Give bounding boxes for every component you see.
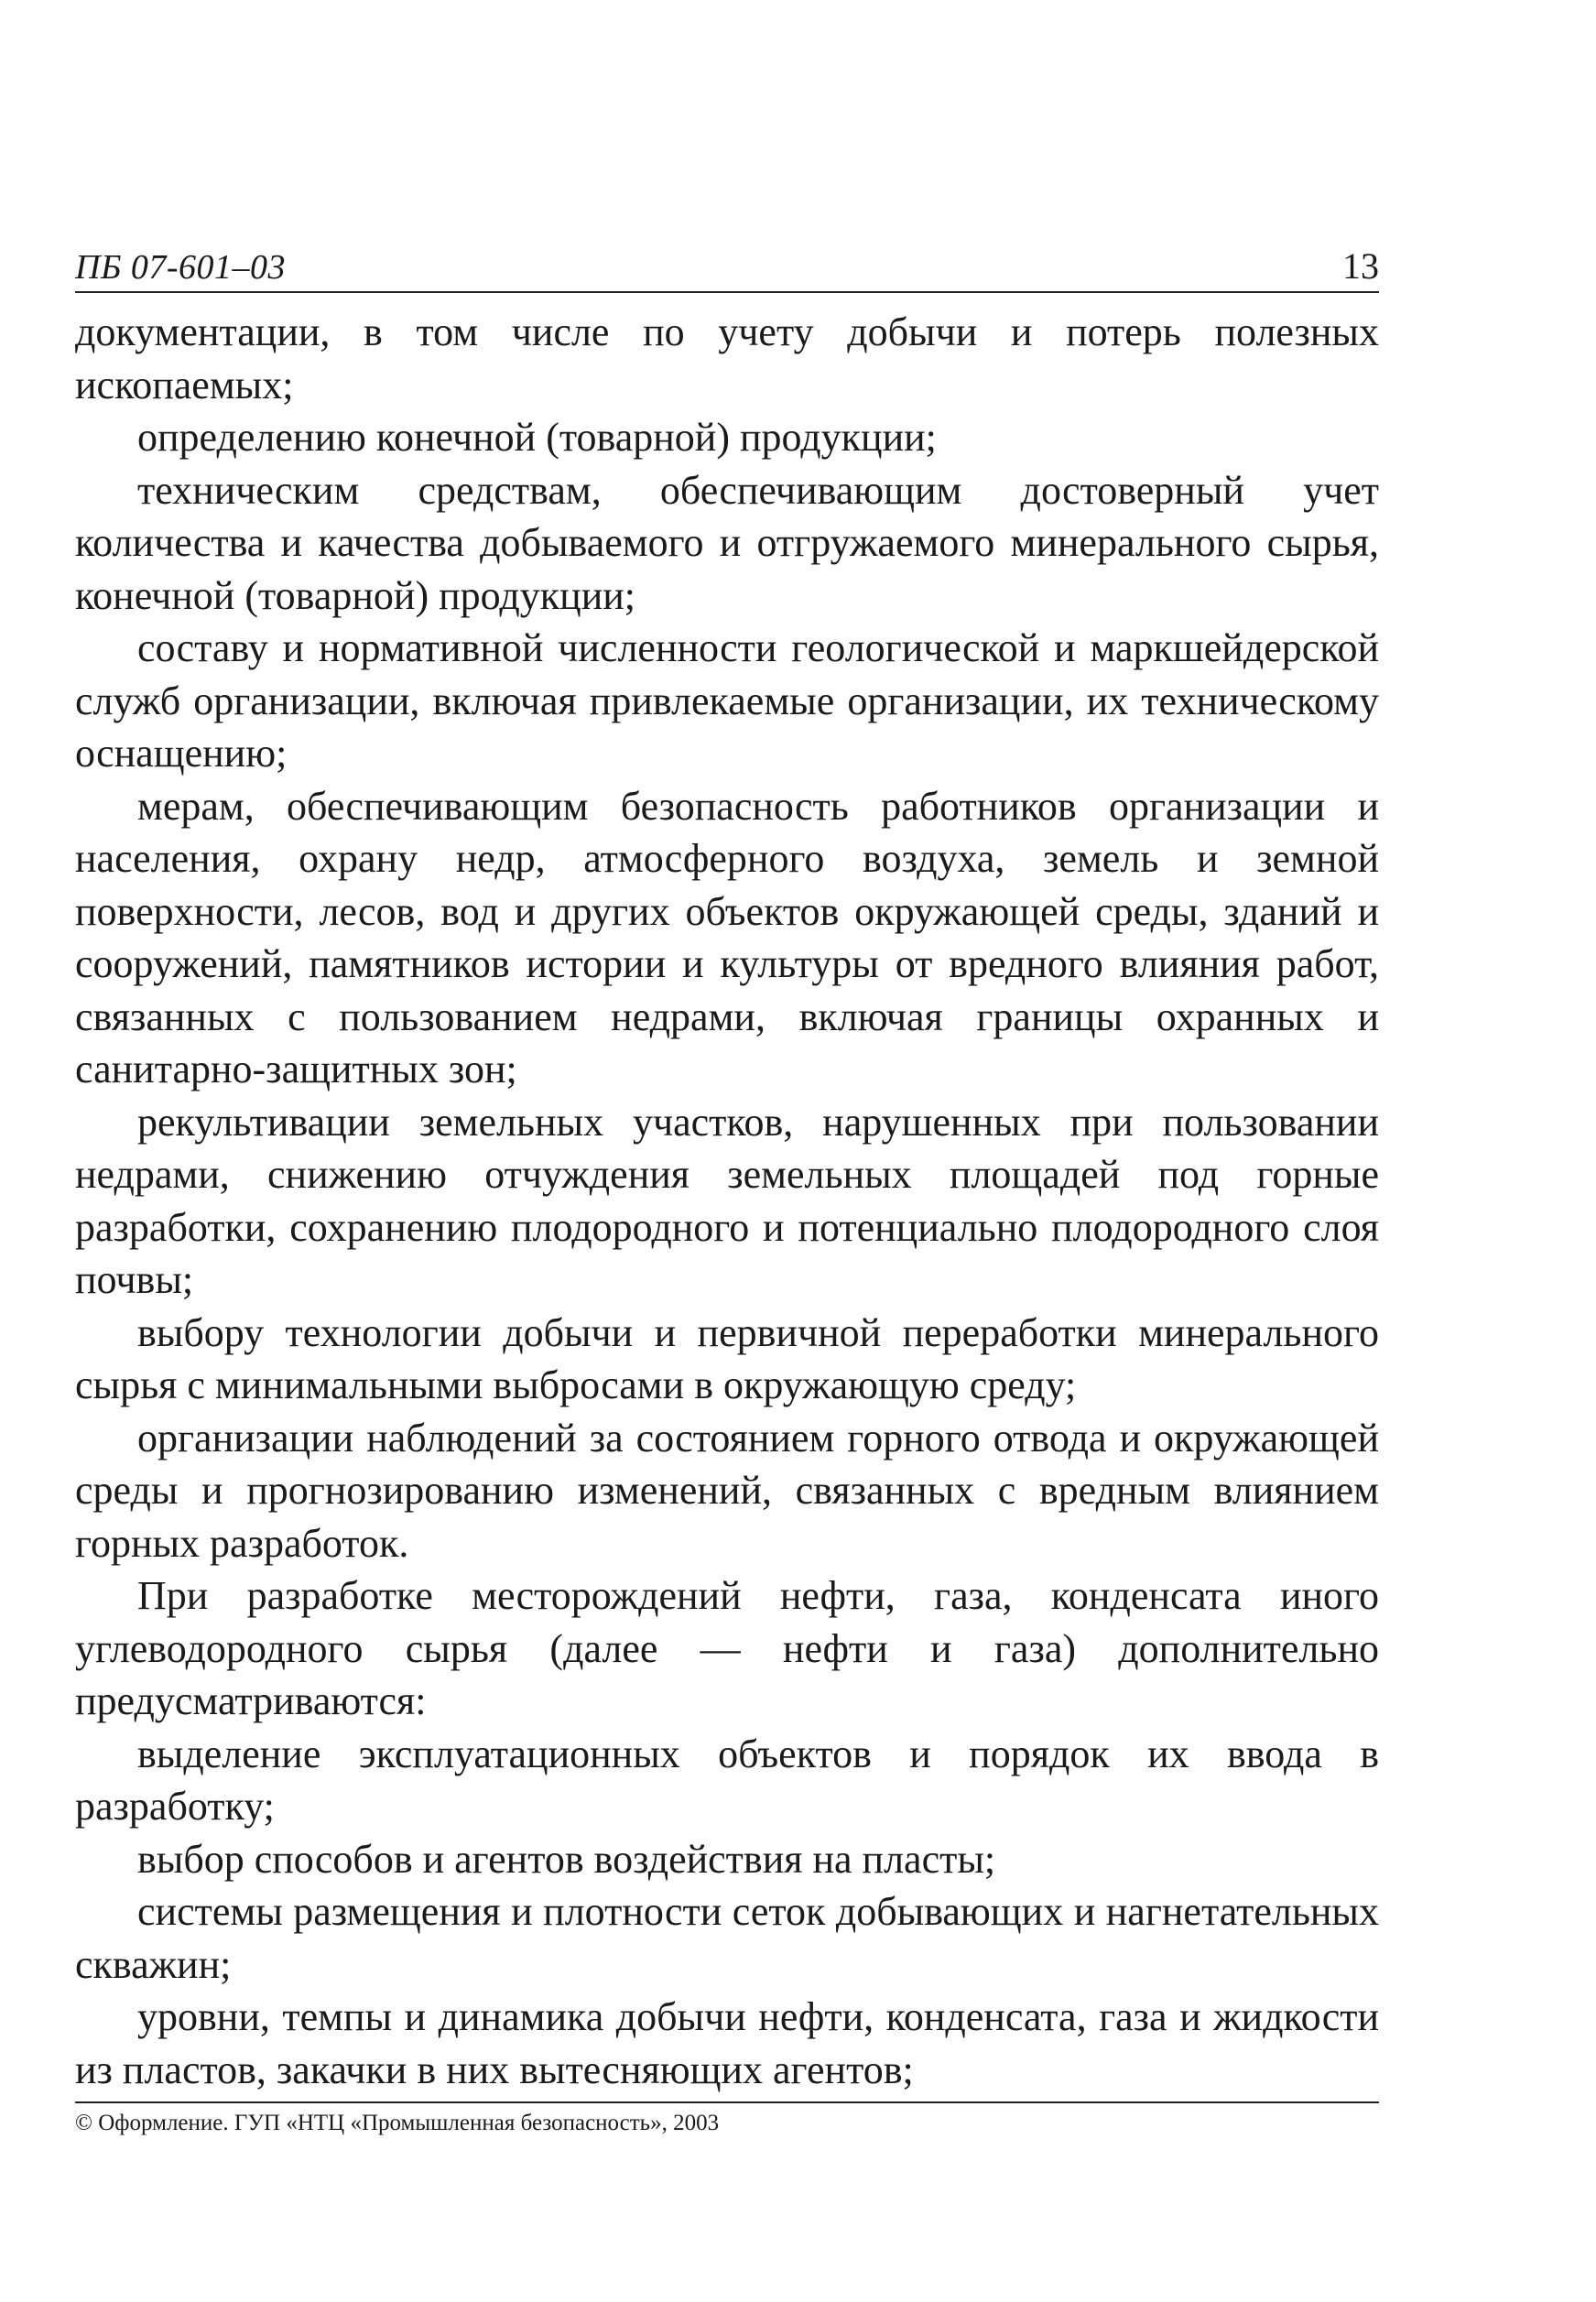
page-number: 13 bbox=[1342, 245, 1379, 287]
paragraph: документации, в том числе по учету добычи и потерь полезных ископаемых; bbox=[75, 309, 1379, 407]
paragraph: рекультивации земельных участков, нарушенных при пользовании недрами, снижению отчуждения земельных площадей под горные разработки, сохранению плодородного и потенциально плодородного слоя почвы; bbox=[75, 1099, 1379, 1302]
page-header bbox=[75, 240, 1379, 293]
paragraph: системы размещения и плотности сеток добывающих и нагнетательных скважин; bbox=[75, 1889, 1379, 1987]
paragraph: техническим средствам, обеспечивающим достоверный учет количества и качества добываемого и отгружаемого минерального сырья, конечной (товарной) продукции; bbox=[75, 467, 1379, 618]
paragraph: определению конечной (товарной) продукции; bbox=[137, 415, 937, 460]
paragraph: уровни, темпы и динамика добычи нефти, конденсата, газа и жидкости из пластов, закачки в них вытесняющих агентов; bbox=[75, 1994, 1379, 2092]
copyright-notice: © Оформление. ГУП «НТЦ «Промышленная безопасность», 2003 bbox=[75, 2111, 720, 2135]
document-page bbox=[75, 240, 1379, 2096]
paragraph: мерам, обеспечивающим безопасность работников организации и населения, охрану недр, атмосферного воздуха, земель и земной поверхности, лесов, вод и других объектов окружающей среды, зданий и сооружений, памятников истории и культуры от вредного влияния работ, связанных с пользованием недрами, включая границы охранных и санитарно-защитных зон; bbox=[75, 783, 1379, 1091]
paragraph: выделение эксплуатационных объектов и порядок их ввода в разработку; bbox=[75, 1731, 1379, 1829]
paragraph: организации наблюдений за состоянием горного отвода и окружающей среды и прогнозированию изменений, связанных с вредным влиянием горных разработок. bbox=[75, 1415, 1379, 1566]
paragraph: составу и нормативной численности геологической и маркшейдерской служб организации, включая привлекаемые организации, их техническому оснащению; bbox=[75, 625, 1379, 776]
paragraph: выбору технологии добычи и первичной переработки минерального сырья с минимальными выбросами в окружающую среду; bbox=[75, 1309, 1379, 1407]
document-code: ПБ 07-601–03 bbox=[75, 248, 287, 287]
page-footer bbox=[75, 2101, 1379, 2136]
paragraph: выбор способов и агентов воздействия на пласты; bbox=[137, 1836, 996, 1882]
body-text bbox=[75, 306, 1379, 2096]
paragraph: При разработке месторождений нефти, газа, конденсата иного углеводородного сырья (далее — нефти и газа) дополнительно предусматриваются: bbox=[75, 1573, 1379, 1723]
